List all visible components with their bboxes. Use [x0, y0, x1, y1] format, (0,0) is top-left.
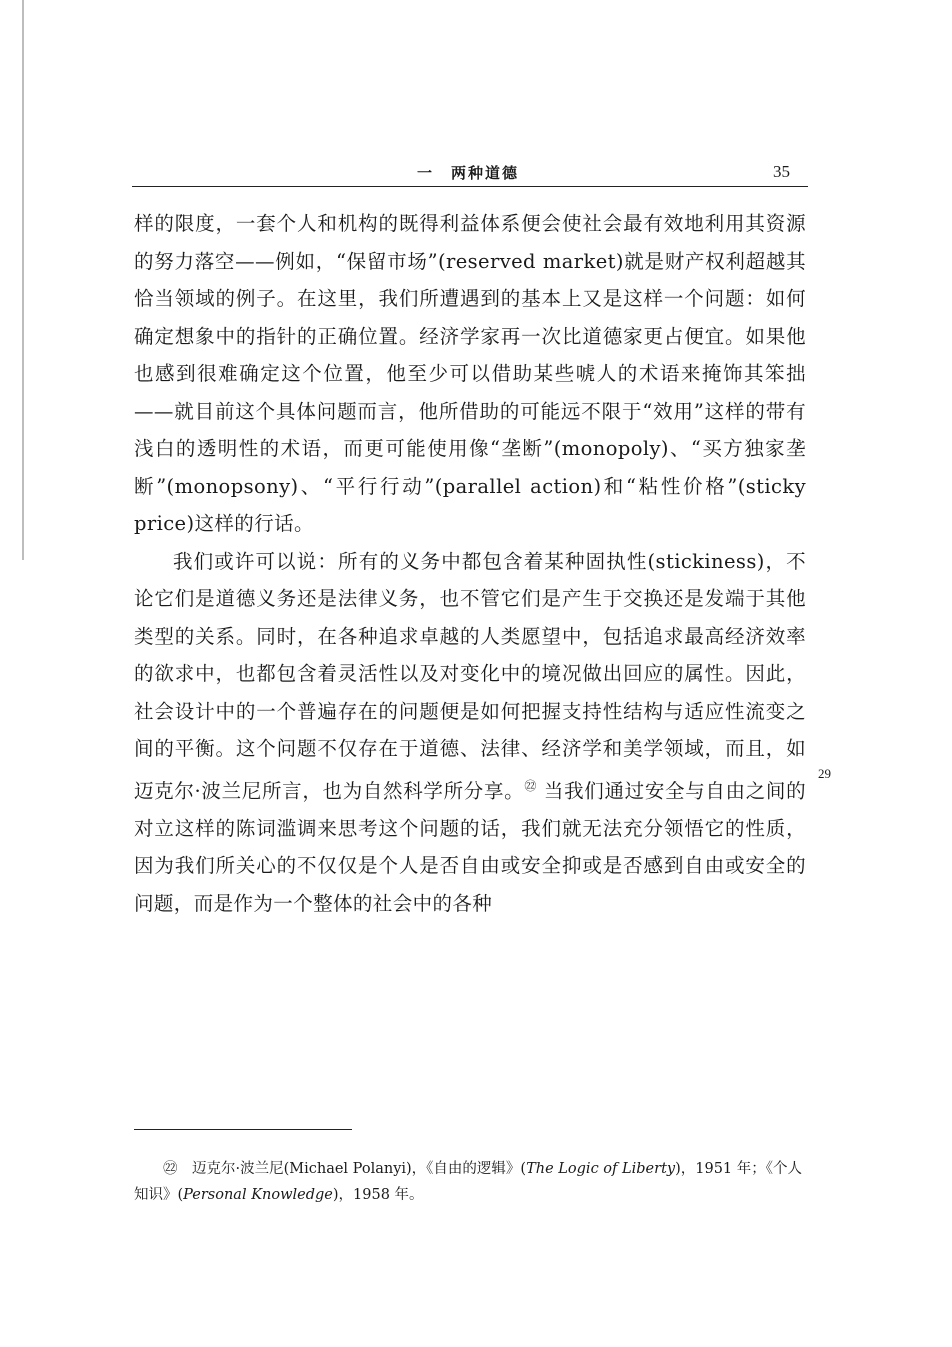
paragraph-2: [134, 543, 806, 923]
footnote-marker: ㉒: [163, 1161, 178, 1177]
footnote: [134, 1156, 810, 1208]
page-number: 35: [773, 162, 790, 181]
footnote-rule: [134, 1129, 352, 1130]
footnote-text-1: 迈克尔·波兰尼(Michael Polanyi)，《自由的逻辑》(: [192, 1161, 527, 1177]
header-rule: [132, 186, 808, 187]
paragraph-2-cont: 当我们通过安全与自由之间的对立这样的陈词滥调来思考这个问题的话，我们就无法充分领悟它的性质，因为我们所关心的不仅仅是个人是否自由或安全抑或是否感到自由或安全的问题，而是作为一个整体的社会中的各种: [134, 779, 807, 915]
running-header: [132, 160, 804, 186]
header-title: 一 两种道德: [416, 164, 519, 182]
footnote-ref-22: ㉒: [524, 778, 538, 793]
margin-page-ref: 29: [818, 766, 831, 781]
footnote-text-2: )，1951 年；《个人知识》(: [134, 1161, 803, 1203]
footnote-text-3: )，1958 年。: [332, 1187, 424, 1203]
body-text: [134, 205, 806, 922]
footnote-title-2: Personal Knowledge: [183, 1187, 333, 1203]
paragraph-1: 样的限度，一套个人和机构的既得利益体系便会使社会最有效地利用其资源的努力落空——例如，“保留市场”(reserved market)就是财产权利超越其恰当领域的例子。在这里，我们所遭遇到的基本上又是这样一个问题：如何确定想象中的指针的正确位置。经济学家再一次比道德家更占便宜。如果他也感到很难确定这个位置，他至少可以借助某些唬人的术语来掩饰其笨拙——就目前这个具体问题而言，他所借助的可能远不限于“效用”这样的带有浅白的透明性的术语，而更可能使用像“垄断”(monopoly)、“买方独家垄断”(monopsony)、“平行行动”(parallel action)和“粘性价格”(sticky price)这样的行话。: [134, 212, 806, 535]
footnote-title-1: The Logic of Liberty: [526, 1161, 676, 1177]
paragraph-2-text: 我们或许可以说：所有的义务中都包含着某种固执性(stickiness)，不论它们是道德义务还是法律义务，也不管它们是产生于交换还是发端于其他类型的关系。同时，在各种追求卓越的人类愿望中，包括追求最高经济效率的欲求中，也都包含着灵活性以及对变化中的境况做出回应的属性。因此，社会设计中的一个普遍存在的问题便是如何把握支持性结构与适应性流变之间的平衡。这个问题不仅存在于道德、法律、经济学和美学领域，而且，如迈克尔·波兰尼所言，也为自然科学所分享。: [134, 549, 806, 802]
footnote-22: [134, 1156, 810, 1208]
scan-gutter-line: [22, 0, 24, 560]
